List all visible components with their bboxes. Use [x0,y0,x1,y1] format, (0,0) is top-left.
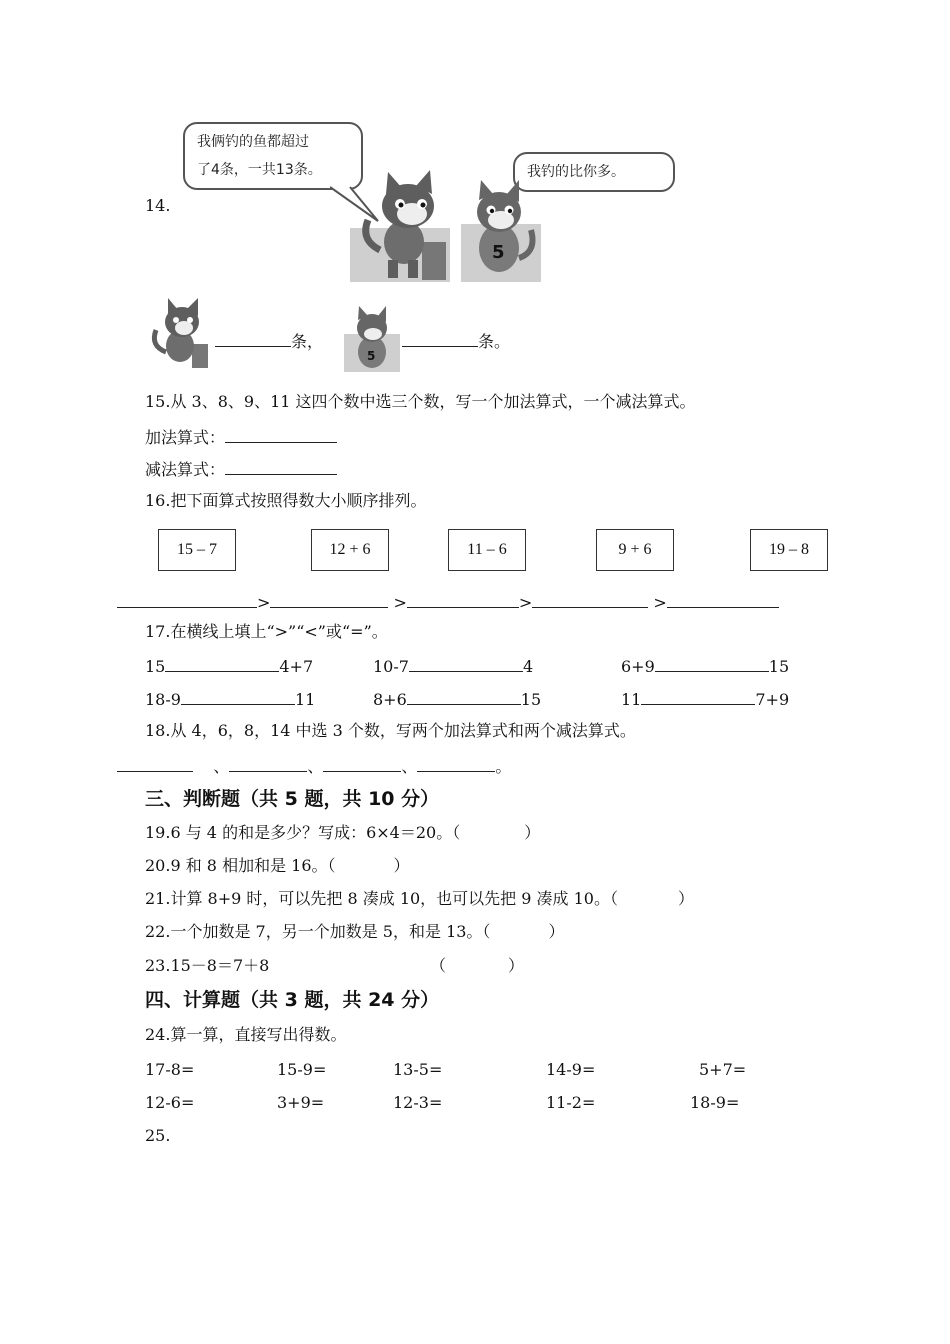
bubble-left-line2: 了4条，一共13条。 [197,162,322,178]
q19-close: ） [524,823,541,842]
q16-sign-2: > [393,593,407,612]
small-cat-shirt-number: 5 [367,349,376,363]
q17-right-1: 4+7 [279,657,314,676]
section3-title: 三、判断题（共 5 题，共 10 分） [145,788,440,810]
q18-sep-1: 、 [213,757,230,776]
q14-unit-1: 条， [291,332,324,351]
q14-answer-line-2[interactable] [402,330,510,352]
calc-1-3[interactable]: 13-5= [393,1060,443,1079]
q16-text: 16.把下面算式按照得数大小顺序排列。 [145,491,427,510]
q23-text: 23.15－8＝7＋8 [145,956,270,975]
q20-close: ） [393,856,410,875]
speech-bubble-left [183,122,363,190]
calc-1-2[interactable]: 15-9= [277,1060,327,1079]
calc-1-1[interactable]: 17-8= [145,1060,195,1079]
cat-left-illustration [350,170,450,282]
calc-2-3[interactable]: 12-3= [393,1093,443,1112]
q17-right-6: 7+9 [755,690,790,709]
expr-box-3: 11 – 6 [448,529,526,571]
q16-sign-4: > [653,593,667,612]
small-cat-right-icon [344,306,400,372]
q17-right-4: 11 [294,690,316,709]
expr-box-1: 15 – 7 [158,529,236,571]
expr-box-5: 19 – 8 [750,529,828,571]
q18-answer-row[interactable] [117,755,511,777]
section4-title: 四、计算题（共 3 题，共 24 分） [145,989,440,1011]
q17-right-5: 15 [520,690,542,709]
q18-end: 。 [495,757,512,776]
q14-unit-2: 条。 [478,332,511,351]
calc-1-5[interactable]: 5+7= [699,1060,747,1079]
bubble-left-line1: 我俩钓的鱼都超过 [197,134,309,150]
q17-left-4: 18-9 [145,690,181,709]
q23-paren[interactable] [430,956,524,976]
calc-2-4[interactable]: 11-2= [546,1093,596,1112]
q21-close: ） [677,889,694,908]
q22-close: ） [548,922,565,941]
cat-right-illustration [461,178,541,282]
q17-right-3: 15 [768,657,790,676]
q17-left-6: 11 [621,690,642,709]
small-cat-left-icon [146,298,212,370]
q17-item-5[interactable] [373,688,541,710]
q19 [145,823,540,843]
q18-text: 18.从 4，6，8，14 中选 3 个数，写两个加法算式和两个减法算式。 [145,721,636,740]
q15-add-label: 加法算式： [145,428,226,447]
q18-sep-2: 、 [307,757,324,776]
calc-2-2[interactable]: 3+9= [277,1093,325,1112]
q17-item-2[interactable] [373,655,533,677]
q23-close: ） [508,956,525,975]
q14-number: 14. [145,196,171,215]
q20-text: 20.9 和 8 相加和是 16。（ [145,856,336,875]
q17-left-3: 6+9 [621,657,655,676]
q18-sep-3: 、 [401,757,418,776]
expr-box-2: 12 + 6 [311,529,389,571]
q16-order-row[interactable] [117,591,779,613]
q22-text: 22.一个加数是 7，另一个加数是 5，和是 13。（ [145,922,491,941]
calc-2-1[interactable]: 12-6= [145,1093,195,1112]
q17-left-5: 8+6 [373,690,407,709]
q17-item-6[interactable] [621,688,789,710]
q15-sub-label: 减法算式： [145,460,226,479]
cat-shirt-number: 5 [492,242,505,263]
q21-text: 21.计算 8+9 时，可以先把 8 凑成 10，也可以先把 9 凑成 10。（ [145,889,618,908]
q17-text: 17.在横线上填上“>”“<”或“=”。 [145,622,388,641]
q15-sub-row[interactable] [145,458,337,480]
calc-2-5[interactable]: 18-9= [690,1093,740,1112]
q15-add-row[interactable] [145,426,337,448]
q21 [145,889,694,909]
q22 [145,922,564,942]
bubble-right-text: 我钓的比你多。 [527,164,625,180]
q17-item-1[interactable] [145,655,313,677]
q25-number: 25. [145,1126,171,1145]
q23 [145,956,269,976]
q17-left-2: 10-7 [373,657,409,676]
q20 [145,856,410,876]
q24-text: 24.算一算，直接写出得数。 [145,1025,347,1044]
q19-text: 19.6 与 4 的和是多少？写成：6×4＝20。（ [145,823,461,842]
expr-box-4: 9 + 6 [596,529,674,571]
q17-item-4[interactable] [145,688,315,710]
calc-1-4[interactable]: 14-9= [546,1060,596,1079]
q17-right-2: 4 [522,657,534,676]
q16-sign-1: > [257,593,271,612]
q17-item-3[interactable] [621,655,789,677]
q16-sign-3: > [518,593,533,612]
q14-answer-line-1[interactable] [215,330,323,352]
q17-left-1: 15 [145,657,166,676]
q15-text: 15.从 3、8、9、11 这四个数中选三个数，写一个加法算式，一个减法算式。 [145,392,696,411]
q23-open: （ [430,956,447,975]
